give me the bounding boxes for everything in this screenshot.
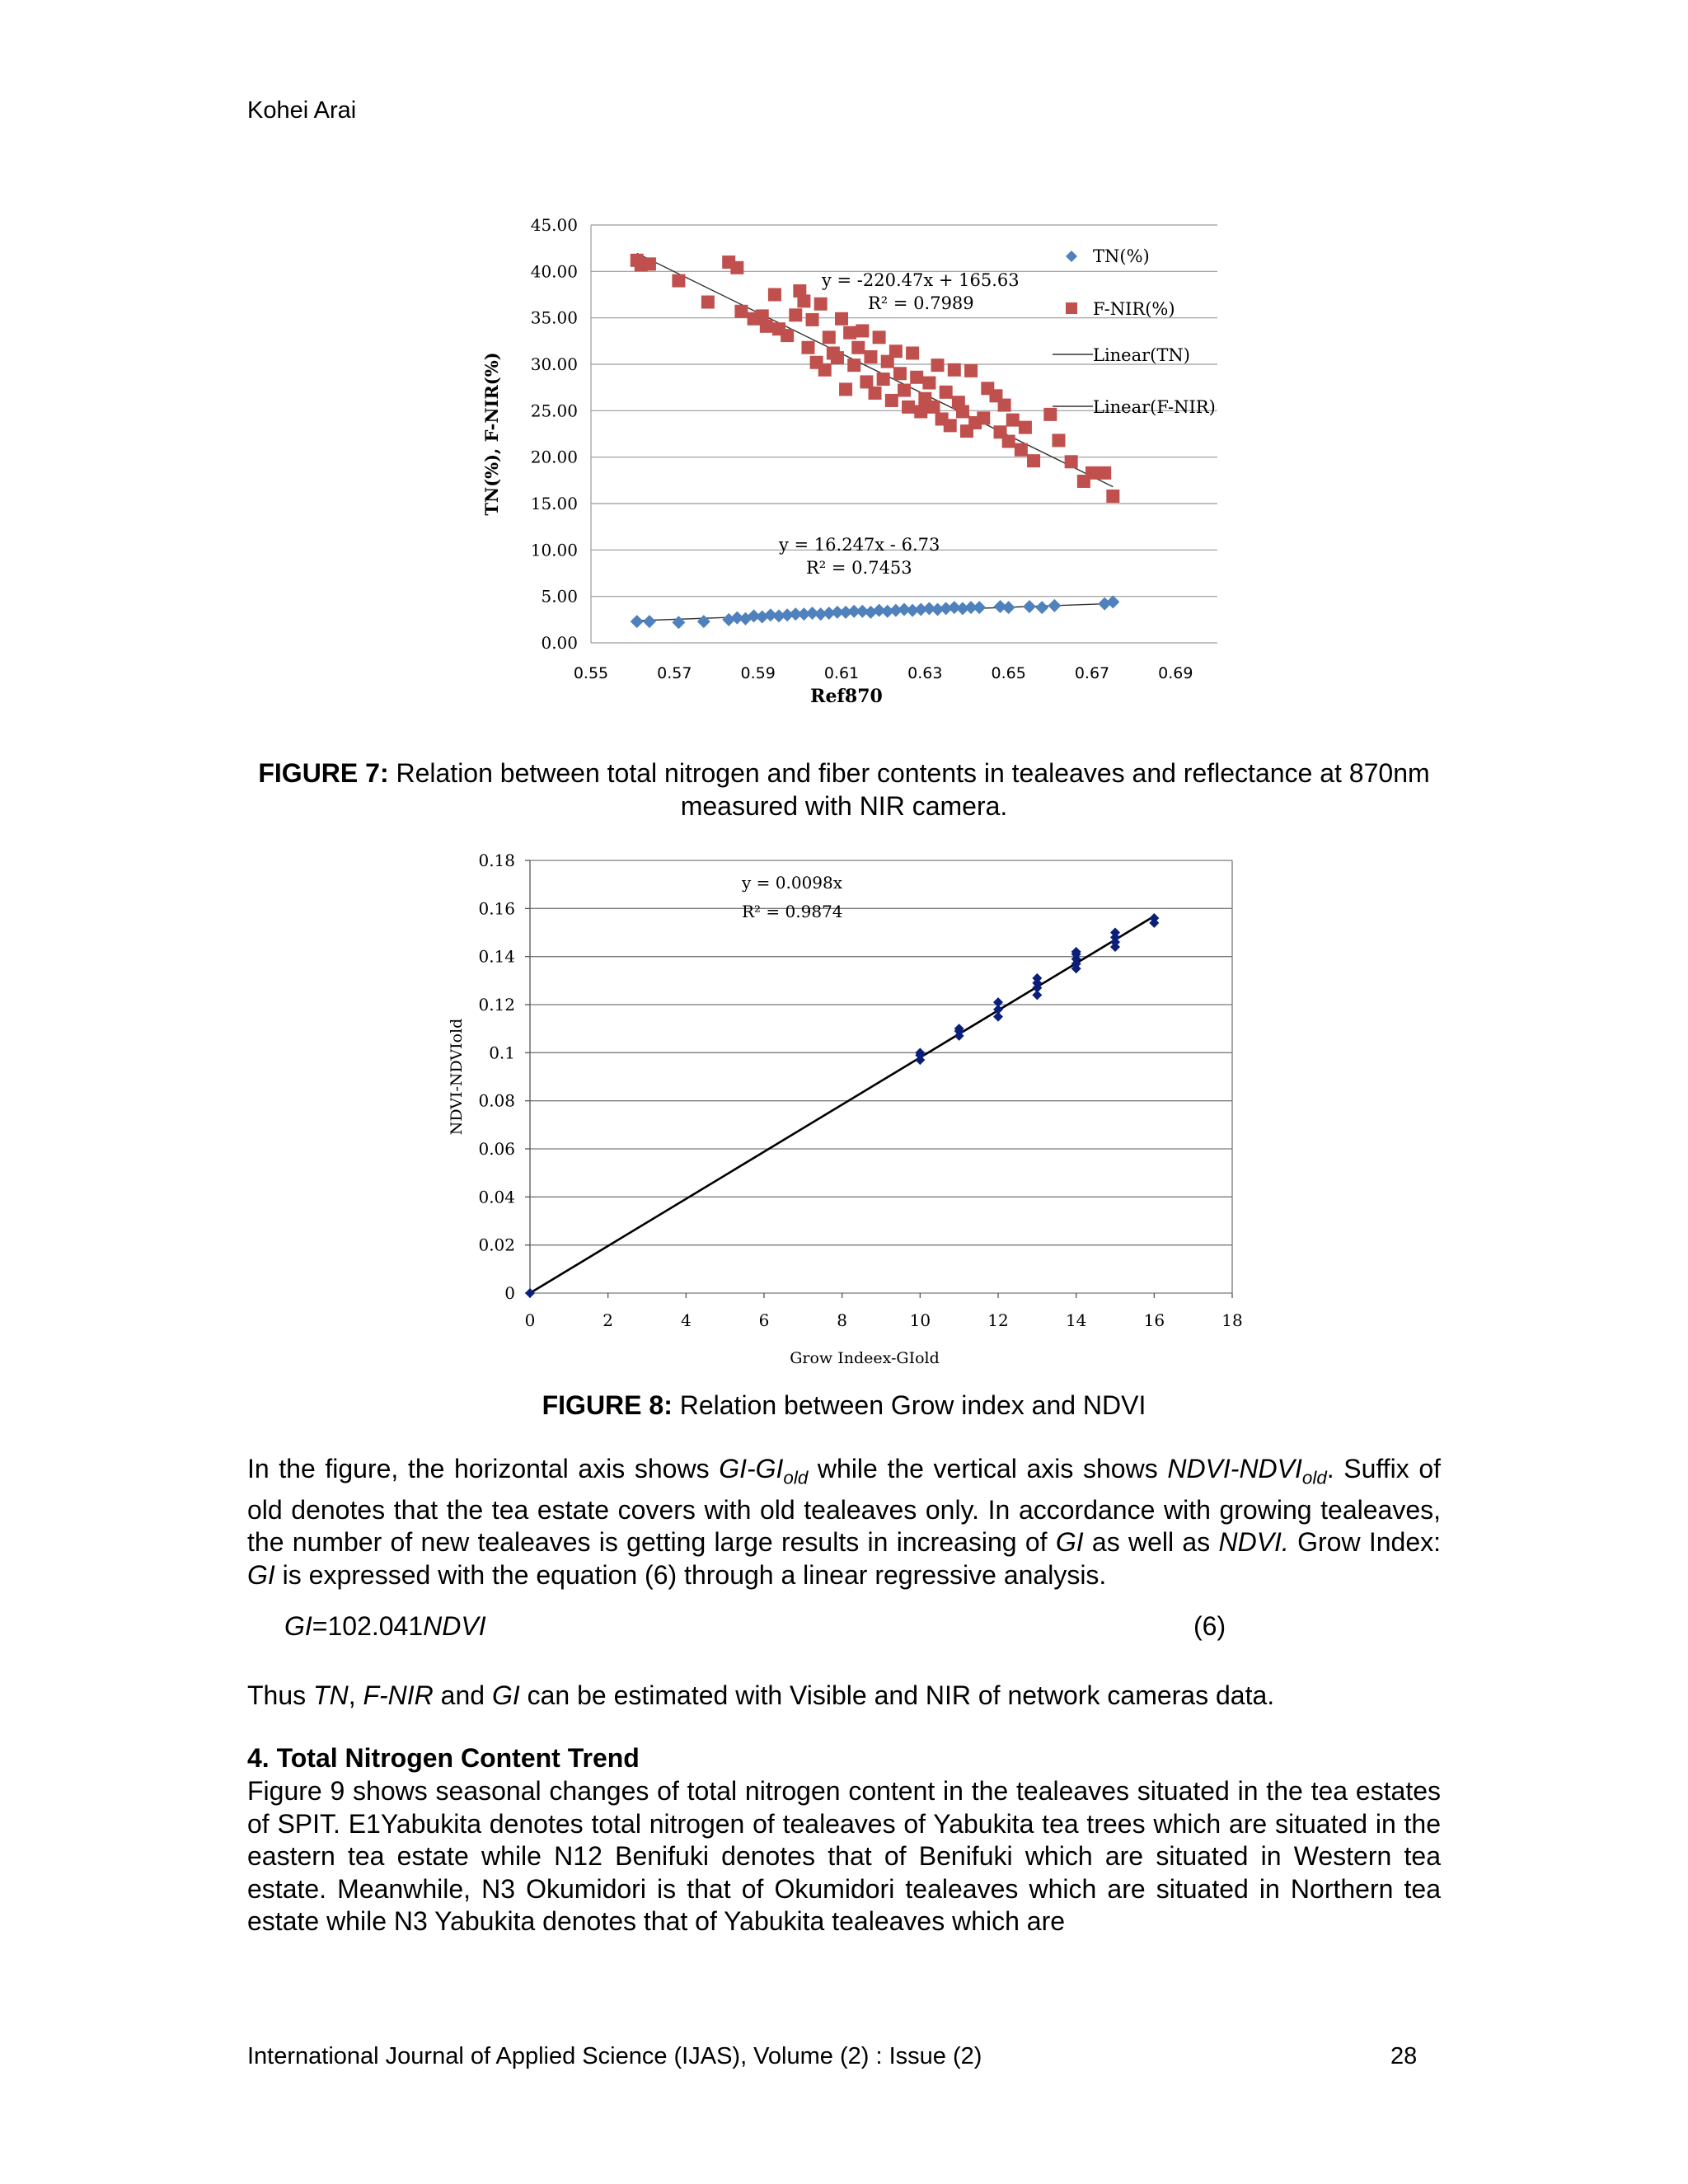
tn-equation: y = 16.247x - 6.73 <box>779 535 940 555</box>
fnir-point <box>643 257 656 270</box>
y-tick-label: 0.1 <box>489 1043 515 1063</box>
fnir-point <box>730 261 743 274</box>
x-axis-label: Grow Indeex-GIold <box>790 1349 940 1367</box>
x-tick-label: 14 <box>1065 1310 1087 1330</box>
y-axis-label: NDVI-NDVIold <box>448 1018 466 1136</box>
fnir-r2: R² = 0.7989 <box>868 293 974 313</box>
fnir-point <box>734 305 748 318</box>
figure-7-caption <box>247 757 1441 823</box>
fnir-point <box>902 401 915 414</box>
legend-tn-label: TN(%) <box>1093 246 1150 266</box>
tn-point <box>672 616 685 629</box>
fnir-point <box>1002 435 1015 448</box>
x-tick-label: 0.63 <box>907 664 943 682</box>
x-tick-label: 6 <box>758 1310 770 1330</box>
y-tick-label: 0.00 <box>541 633 578 653</box>
y-tick-label: 0.16 <box>478 898 515 919</box>
y-tick-label: 25.00 <box>530 401 578 421</box>
fnir-point <box>885 394 898 407</box>
body-paragraph-1: In the figure, the horizontal axis shows $GI-GI_{old}$ while the vertical axis shows NDVI-$NDVI_{old}$. Suffix of old denotes that the tea estate covers with old tealeaves only. In accordance with growing tealeaves, the number of new tealeaves is getting large results in increasing of GI as well as NDVI. Grow Index: GI is expressed with the equation (6) through a linear regressive analysis. <box>247 1454 1442 1590</box>
y-tick-label: 40.00 <box>530 261 578 282</box>
fnir-point <box>956 405 969 418</box>
fnir-point <box>797 294 810 307</box>
figure-7 <box>462 210 1253 705</box>
fnir-point <box>889 344 903 358</box>
fnir-point <box>789 308 802 321</box>
fnir-point <box>1006 414 1020 427</box>
fnir-point <box>823 330 836 344</box>
x-tick-label: 18 <box>1221 1310 1243 1330</box>
data-point <box>525 1288 535 1298</box>
body-paragraph-2: Thus TN, F-NIR and GI can be estimated with Visible and NIR of network cameras data. <box>247 1680 1275 1710</box>
y-tick-label: 35.00 <box>530 307 578 328</box>
fnir-point <box>944 419 957 432</box>
figure-8-chart <box>437 841 1261 1368</box>
fnir-point <box>869 387 882 400</box>
page-number: 28 <box>1390 2043 1418 2069</box>
y-axis-label: TN(%), F-NIR(%) <box>481 352 502 516</box>
fnir-point <box>818 363 832 377</box>
x-tick-label: 2 <box>603 1310 614 1330</box>
fnir-point <box>926 401 940 414</box>
y-tick-label: 0.14 <box>478 946 515 967</box>
tn-point <box>973 601 986 614</box>
fnir-point <box>977 411 990 424</box>
body-paragraph-3: Figure 9 shows seasonal changes of total nitrogen content in the tealeaves situated in the tea estates of SPIT. E1Yabukita denotes total nitrogen of tealeaves of Yabukita tea trees which are situated in the eastern tea estate while N12 Benifuki denotes that of Benifuki which are situated in Western tea estate. Meanwhile, N3 Okumidori is that of Okumidori tealeaves which are situated in Northern tea estate while N3 Yabukita denotes that of Yabukita tealeaves which are <box>247 1776 1441 1936</box>
regression-equation: y = 0.0098x <box>742 873 843 893</box>
fnir-point <box>931 359 945 372</box>
y-tick-label: 45.00 <box>530 215 578 235</box>
x-tick-label: 4 <box>680 1310 692 1330</box>
y-tick-label: 0.06 <box>478 1139 515 1159</box>
fnir-point <box>801 341 814 354</box>
x-axis-label: Ref870 <box>810 686 883 705</box>
fnir-equation: y = -220.47x + 165.63 <box>822 270 1020 290</box>
figure-8-caption-text: Relation between Grow index and NDVI <box>672 1390 1146 1420</box>
fnir-point <box>898 384 911 397</box>
y-tick-label: 15.00 <box>530 494 578 513</box>
fnir-point <box>877 373 890 386</box>
y-tick-label: 0.18 <box>478 851 515 870</box>
x-tick-label: 16 <box>1143 1310 1165 1330</box>
figure-7-caption-label: FIGURE 7: <box>258 758 389 788</box>
fnir-point <box>847 359 860 372</box>
figure-8-caption <box>247 1389 1441 1422</box>
fnir-point <box>940 386 953 399</box>
fnir-point <box>1085 466 1099 480</box>
x-tick-label: 0.69 <box>1158 664 1193 682</box>
tn-point <box>1035 601 1048 614</box>
fnir-point <box>806 313 819 326</box>
fnir-point <box>781 329 794 342</box>
fnir-point <box>1065 455 1078 468</box>
figure-8-caption-label: FIGURE 8: <box>542 1390 673 1420</box>
tn-r2: R² = 0.7453 <box>806 558 912 578</box>
fnir-point <box>672 274 685 288</box>
x-tick-label: 0.67 <box>1074 664 1110 682</box>
fnir-point <box>906 346 919 359</box>
fnir-point <box>851 341 865 354</box>
tn-point <box>631 615 644 628</box>
tn-point <box>1002 601 1015 614</box>
fnir-point <box>1019 421 1032 434</box>
fnir-point <box>948 363 961 377</box>
legend-fnir-label: F-NIR(%) <box>1093 299 1175 319</box>
x-tick-label: 0.59 <box>740 664 776 682</box>
fnir-point <box>835 312 848 326</box>
legend-tn-marker <box>1066 251 1077 262</box>
section-heading: 4. Total Nitrogen Content Trend <box>247 1743 640 1773</box>
fnir-point <box>873 330 886 344</box>
x-tick-label: 0.65 <box>991 664 1026 682</box>
y-tick-label: 10.00 <box>530 540 578 560</box>
figure-7-chart <box>462 210 1253 705</box>
tn-point <box>643 615 656 628</box>
fnir-point <box>964 364 978 377</box>
figure-7-caption-text: Relation between total nitrogen and fiber contents in tealeaves and reflectance at 870nm measured with NIR camera. <box>388 758 1430 821</box>
running-header: Kohei Arai <box>247 97 357 124</box>
equation-6: GI=102.041NDVI <box>284 1611 486 1641</box>
legend-linear-tn-label: Linear(TN) <box>1093 345 1190 365</box>
x-tick-label: 0 <box>524 1310 536 1330</box>
tn-point <box>1048 599 1061 612</box>
figure-8 <box>437 841 1261 1368</box>
y-tick-label: 0.08 <box>478 1090 515 1111</box>
fnir-point <box>814 298 828 311</box>
fnir-point <box>768 288 781 302</box>
fnir-point <box>1098 466 1111 480</box>
y-tick-label: 0.12 <box>478 995 515 1015</box>
y-tick-label: 0.02 <box>478 1235 515 1255</box>
x-tick-label: 0.55 <box>573 664 609 682</box>
y-tick-label: 30.00 <box>530 354 578 374</box>
fnir-point <box>914 405 927 418</box>
regression-r2: R² = 0.9874 <box>742 902 843 921</box>
fnir-point <box>1027 454 1040 467</box>
data-point <box>993 997 1003 1007</box>
x-tick-label: 8 <box>837 1310 848 1330</box>
fnir-point <box>856 324 869 337</box>
y-tick-label: 5.00 <box>541 586 578 607</box>
footer-journal: International Journal of Applied Science (IJAS), Volume (2) : Issue (2) <box>247 2043 982 2069</box>
fnir-point <box>831 351 844 364</box>
x-tick-label: 0.57 <box>657 664 692 682</box>
fnir-point <box>1106 490 1119 503</box>
fnir-point <box>922 377 935 390</box>
fnir-point <box>843 326 856 340</box>
fnir-point <box>864 350 877 363</box>
equation-number: (6) <box>1193 1611 1226 1641</box>
fnir-point <box>839 382 852 396</box>
fnir-point <box>910 371 923 384</box>
y-tick-label: 0.04 <box>478 1187 515 1207</box>
x-tick-label: 0.61 <box>823 664 860 682</box>
fnir-point <box>1015 443 1028 457</box>
legend-fnir-marker <box>1066 302 1077 314</box>
trendline <box>530 916 1154 1293</box>
y-tick-label: 0 <box>504 1283 515 1303</box>
fnir-point <box>701 296 715 309</box>
x-tick-label: 10 <box>909 1310 931 1330</box>
x-tick-label: 12 <box>987 1310 1009 1330</box>
fnir-point <box>893 367 907 380</box>
tn-point <box>1023 600 1036 613</box>
fnir-point <box>998 399 1011 412</box>
tn-point <box>697 615 710 628</box>
legend-linear-fnir-label: Linear(F-NIR) <box>1093 397 1216 417</box>
fnir-point <box>760 320 773 333</box>
y-tick-label: 20.00 <box>530 447 578 467</box>
fnir-point <box>1052 434 1065 447</box>
fnir-point <box>1043 408 1057 421</box>
